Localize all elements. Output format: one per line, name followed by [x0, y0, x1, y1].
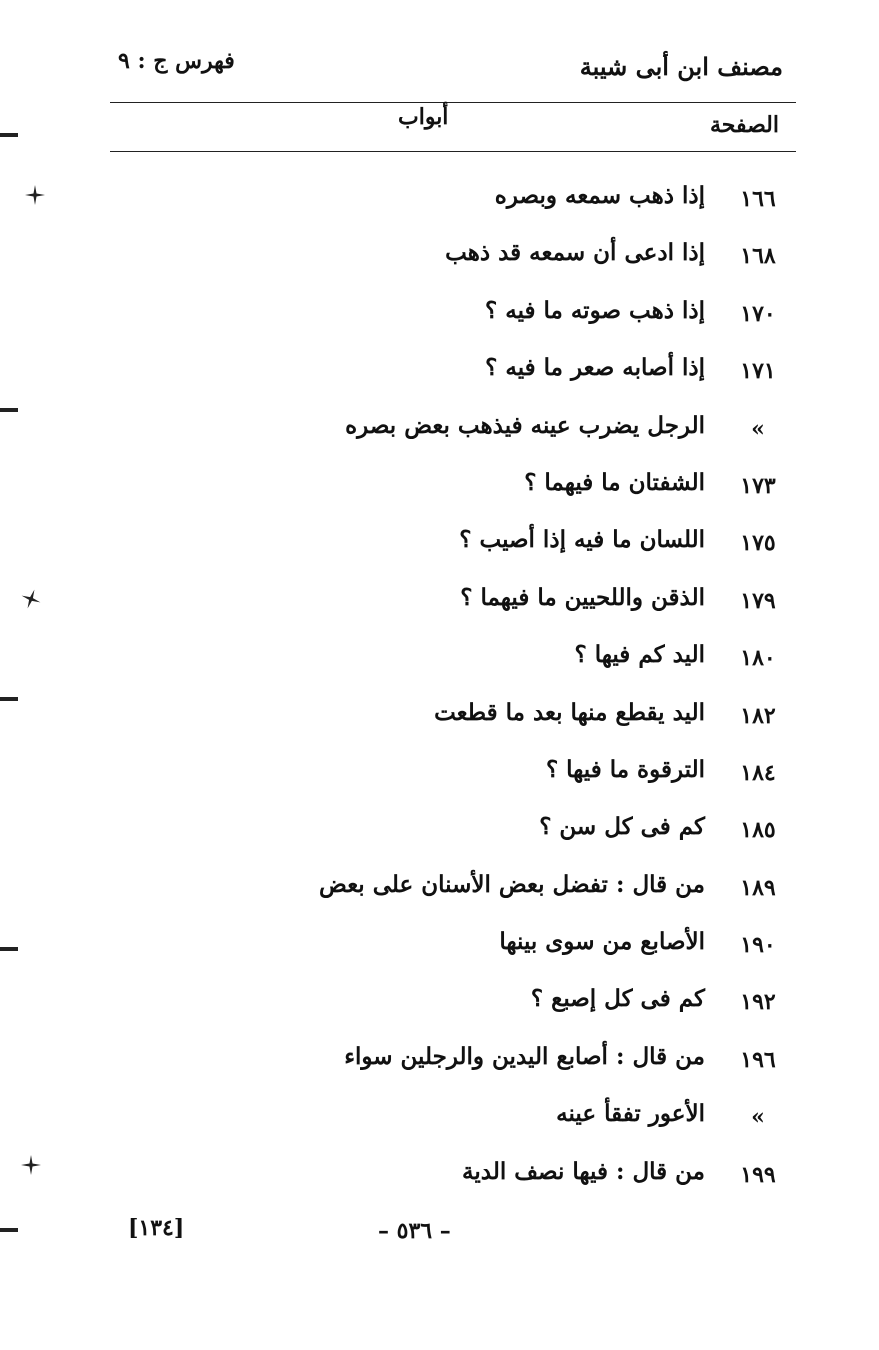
entry-title: إذا ذهب سمعه وبصره [494, 182, 705, 209]
entry-ditto-mark: » [751, 415, 765, 442]
margin-scan-mark [0, 133, 18, 137]
entry-page-number: ١٩٦ [740, 1046, 776, 1073]
entry-page-number: ١٨٢ [740, 702, 776, 729]
margin-scan-mark [0, 408, 18, 412]
entry-page-number: ١٦٨ [740, 243, 776, 270]
entry-title: إذا ادعى أن سمعه قد ذهب [445, 239, 705, 267]
entry-title: من قال : أصابع اليدين والرجلين سواء [344, 1042, 705, 1070]
entry-title: الرجل يضرب عينه فيذهب بعض بصره [345, 411, 705, 439]
column-heading-rule [110, 151, 796, 152]
entry-title: الشفتان ما فيهما ؟ [524, 468, 705, 496]
registration-star-icon [20, 588, 42, 610]
index-entry [183, 522, 783, 579]
index-entry [183, 293, 783, 350]
column-heading-chapters: أبواب [398, 104, 449, 130]
registration-star-icon [24, 184, 46, 206]
column-heading-page: الصفحة [709, 112, 779, 138]
entry-title: الذقن واللحيين ما فيهما ؟ [460, 583, 705, 611]
entry-title: الأعور تفقأ عينه [556, 1100, 705, 1128]
entry-title: اليد كم فيها ؟ [574, 641, 705, 669]
entry-page-number: ١٩٢ [740, 989, 776, 1016]
margin-scan-mark [0, 697, 18, 701]
header-rule [110, 102, 796, 103]
index-entry [183, 637, 783, 694]
entry-page-number: ١٦٦ [740, 186, 776, 212]
entry-title: كم فى كل سن ؟ [539, 813, 705, 841]
entry-page-number: ١٨٤ [740, 759, 776, 786]
entry-page-number: ١٧٣ [740, 472, 776, 499]
margin-scan-mark [0, 947, 18, 951]
entry-page-number: ١٧٠ [740, 300, 776, 327]
entry-page-number: ١٩٠ [740, 932, 776, 959]
page-number: – ٥٣٦ – [378, 1218, 451, 1244]
index-entry [183, 408, 783, 465]
entry-page-number: ١٧٩ [740, 587, 776, 614]
index-entry [183, 695, 783, 752]
sheet-number: [١٣٤] [128, 1215, 185, 1241]
index-entry [183, 465, 783, 522]
index-entry [183, 1096, 783, 1153]
index-list [183, 178, 783, 1211]
entry-title: من قال : فيها نصف الدية [462, 1157, 705, 1185]
entry-title: كم فى كل إصبع ؟ [530, 985, 705, 1013]
entry-page-number: ١٨٥ [740, 817, 776, 844]
entry-title: الترقوة ما فيها ؟ [545, 755, 705, 783]
entry-page-number: ١٩٩ [740, 1161, 776, 1188]
entry-title: من قال : تفضل بعض الأسنان على بعض [319, 870, 705, 898]
entry-title: اليد يقطع منها بعد ما قطعت [434, 698, 705, 726]
index-entry [183, 1039, 783, 1096]
index-entry [183, 752, 783, 809]
index-entry [183, 178, 783, 235]
index-entry [183, 350, 783, 407]
volume-label: فهرس ج : ٩ [118, 48, 235, 74]
index-entry [183, 867, 783, 924]
entry-title: إذا أصابه صعر ما فيه ؟ [485, 354, 705, 382]
entry-page-number: ١٨٩ [740, 874, 776, 901]
index-entry [183, 580, 783, 637]
index-entry [183, 1154, 783, 1211]
index-entry [183, 809, 783, 866]
entry-page-number: ١٧١ [740, 358, 776, 385]
index-entry [183, 235, 783, 292]
entry-title: إذا ذهب صوته ما فيه ؟ [485, 296, 705, 324]
entry-ditto-mark: » [751, 1104, 765, 1131]
registration-star-icon [20, 1154, 42, 1176]
entry-page-number: ١٨٠ [740, 645, 776, 672]
index-entry [183, 924, 783, 981]
book-title: مصنف ابن أبى شيبة [579, 52, 783, 81]
entry-title: اللسان ما فيه إذا أصيب ؟ [459, 526, 705, 554]
index-entry [183, 981, 783, 1038]
entry-title: الأصابع من سوى بينها [499, 928, 705, 956]
margin-scan-mark [0, 1228, 18, 1232]
entry-page-number: ١٧٥ [740, 530, 776, 557]
